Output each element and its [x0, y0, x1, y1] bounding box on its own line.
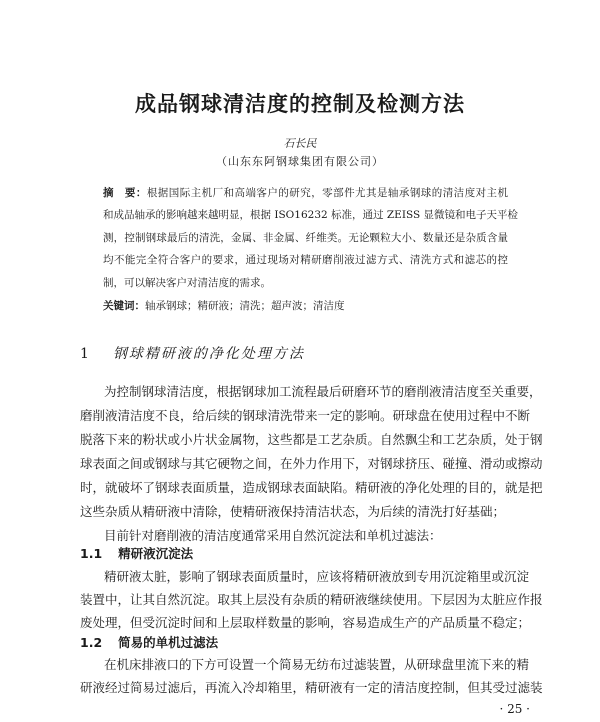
abstract-line: 和成品轴承的影响越来越明显，根据 ISO16232 标准，通过 ZEISS 显微镜和电子天平检: [103, 209, 519, 221]
abstract-text: 根据国际主机厂和高端客户的研究，零部件尤其是轴承钢球的清洁度对主机: [146, 187, 509, 199]
section-number: 1: [80, 346, 91, 362]
keywords-text: 轴承钢球；精研液；清洗；超声波；清洁度: [145, 300, 345, 312]
paragraph-line: 为控制钢球清洁度，根据钢球加工流程最后研磨环节的磨削液清洁度至关重要，: [104, 384, 542, 399]
abstract-line: [103, 185, 508, 200]
paragraph-line: 目前针对磨削液的清洁度通常采用自然沉淀法和单机过滤法：: [104, 528, 442, 543]
paragraph-line: 脱落下来的粉状或小片状金属物，这些都是工艺杂质。自然飘尘和工艺杂质，处于钢: [80, 432, 543, 447]
abstract-line: 测，控制钢球最后的清洗，金属、非金属、纤维类。无论颗粒大小、数量还是杂质含量: [103, 232, 508, 244]
section-number: 1.2: [80, 635, 103, 650]
page-number: · 25 ·: [499, 702, 530, 716]
section-title: 精研液沉淀法: [118, 546, 194, 561]
paper-title: 成品钢球清洁度的控制及检测方法: [135, 92, 465, 116]
section-title: 钢球精研液的净化处理方法: [112, 346, 305, 362]
section-heading-1: [80, 343, 305, 363]
section-number: 1.1: [80, 546, 103, 561]
paragraph-line: 在机床排液口的下方可设置一个简易无纺布过滤装置，从研球盘里流下来的精: [104, 657, 530, 672]
section-heading-1-2: [80, 633, 218, 651]
keywords-label: 关键词：: [103, 300, 145, 312]
paragraph-line: 时，就破坏了钢球表面质量，造成钢球表面缺陷。精研液的净化处理的目的，就是把: [80, 480, 543, 495]
abstract-line: 均不能完全符合客户的要求，通过现场对精研磨削液过滤方式、清洗方式和滤芯的控: [103, 254, 508, 266]
section-title: 简易的单机过滤法: [118, 635, 219, 650]
paragraph-line: 这些杂质从精研液中清除，使精研液保持清洁状态，为后续的清洗打好基础；: [80, 504, 506, 519]
paragraph-line: 废处理，但受沉淀时间和上层取样数量的影响，容易造成生产的产品质量不稳定；: [80, 615, 531, 630]
paragraph-line: 磨削液清洁度不良，给后续的钢球清洗带来一定的影响。研球盘在使用过程中不断: [80, 408, 531, 423]
affiliation: （山东东阿钢球集团有限公司）: [216, 155, 384, 168]
paragraph-line: 精研液太脏，影响了钢球表面质量时，应该将精研液放到专用沉淀箱里或沉淀: [104, 569, 530, 584]
paragraph-line: 装置中，让其自然沉淀。取其上层没有杂质的精研液继续使用。下层因为太脏应作报: [80, 592, 543, 607]
author: 石长民: [283, 137, 317, 150]
abstract-label: 摘 要：: [103, 187, 147, 199]
paragraph-line: 研液经过简易过滤后，再流入冷却箱里，精研液有一定的清洁度控制，但其受过滤装: [80, 680, 543, 695]
keywords-line: [103, 298, 508, 313]
section-heading-1-1: [80, 544, 193, 562]
abstract-line: 制，可以解决客户对清洁度的需求。: [103, 277, 271, 289]
paragraph-line: 球表面之间或钢球与其它硬物之间，在外力作用下，对钢球挤压、碰撞、滑动或擦动: [80, 456, 543, 471]
